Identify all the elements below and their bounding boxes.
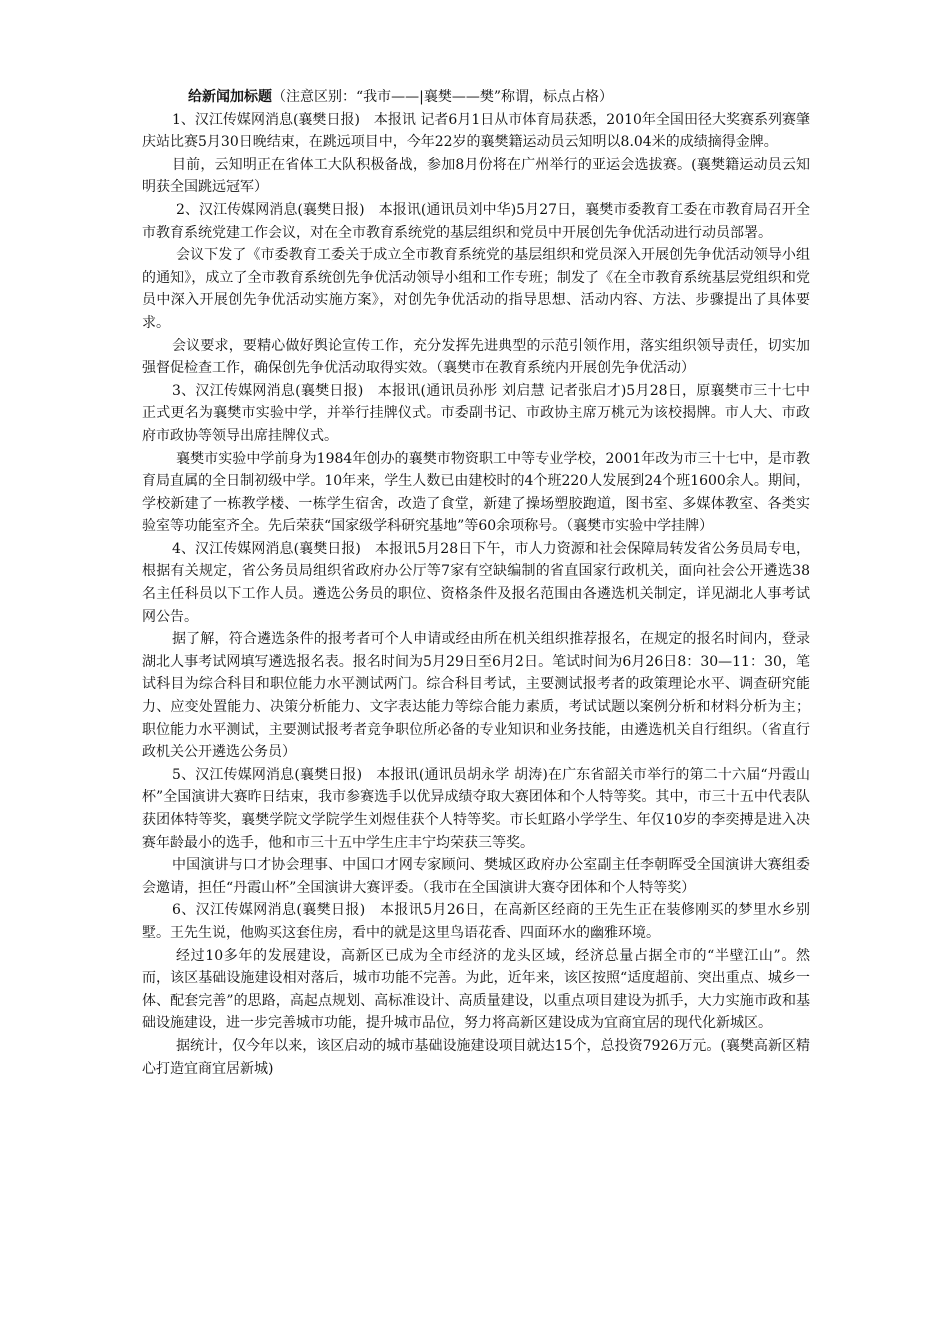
paragraph-news-6: 6、汉江传媒网消息(襄樊日报) 本报讯5月26日，在高新区经商的王先生正在装修刚买的梦里水乡别墅。王先生说，他购买这套住房，看中的就是这里鸟语花香、四面环水的幽雅环境。: [142, 902, 810, 941]
paragraph-news-2-cont-a: 会议下发了《市委教育工委关于成立全市教育系统党的基层组织和党员深入开展创先争优活动领导小组的通知》，成立了全市教育系统创先争优活动领导小组和工作专班；制发了《在全市教育系统基层党组织和党员中深入开展创先争优活动实施方案》，对创先争优活动的指导思想、活动内容、方法、步骤提出了具体要求。: [142, 247, 810, 331]
paragraph-news-4: 4、汉江传媒网消息(襄樊日报) 本报讯5月28日下午，市人力资源和社会保障局转发省公务员局专电，根据有关规定，省公务员局组织省政府办公厅等7家有空缺编制的省直国家行政机关，面向社会公开遴选38名主任科员以下工作人员。遴选公务员的职位、资格条件及报名范围由各遴选机关制定，详见湖北人事考试网公告。: [142, 540, 810, 625]
paragraph-news-3-cont: 襄樊市实验中学前身为1984年创办的襄樊市物资职工中等专业学校，2001年改为市三十七中，是市教育局直属的全日制初级中学。10年来，学生人数已由建校时的4个班220人发展到24个班1600余人。期间，学校新建了一栋教学楼、一栋学生宿舍，改造了食堂，新建了操场塑胶跑道，图书室、多媒体教室、各类实验室等功能室齐全。先后荣获“国家级学科研究基地”等60余项称号。（襄樊市实验中学挂牌）: [142, 450, 810, 535]
paragraph-news-1-cont: 目前，云知明正在省体工大队积极备战，参加8月份将在广州举行的亚运会选拔赛。(襄樊籍运动员云知明获全国跳远冠军）: [142, 156, 810, 196]
document-page: [142, 86, 810, 1080]
paragraph-news-5-cont: 中国演讲与口才协会理事、中国口才网专家顾问、樊城区政府办公室副主任李朝晖受全国演讲大赛组委会邀请，担任“丹霞山杯”全国演讲大赛评委。（我市在全国演讲大赛夺团体和个人特等奖）: [142, 857, 810, 896]
heading-note: （注意区别：“我市——|襄樊——樊”称谓，标点占格）: [272, 89, 614, 105]
paragraph-news-5: 5、汉江传媒网消息(襄樊日报) 本报讯(通讯员胡永学 胡涛)在广东省韶关市举行的第二十六届“丹霞山杯”全国演讲大赛昨日结束，我市参赛选手以优异成绩夺取大赛团体和个人特等奖。其中，市三十五中代表队获团体特等奖，襄樊学院文学院学生刘煜佳获个人特等奖。市长虹路小学学生、年仅10岁的李奕搏是进入决赛年龄最小的选手，他和市三十五中学生庄丰宁均荣获三等奖。: [142, 766, 810, 851]
paragraph-news-1: 1、汉江传媒网消息(襄樊日报) 本报讯 记者6月1日从市体育局获悉，2010年全国田径大奖赛系列赛肇庆站比赛5月30日晚结束，在跳远项目中，今年22岁的襄樊籍运动员云知明以8.04米的成绩摘得金牌。: [142, 111, 810, 151]
paragraph-news-3: 3、汉江传媒网消息(襄樊日报) 本报讯(通讯员孙彤 刘启慧 记者张启才)5月28日，原襄樊市三十七中正式更名为襄樊市实验中学，并举行挂牌仪式。市委副书记、市政协主席万桃元为该校揭牌。市人大、市政府市政协等领导出席挂牌仪式。: [142, 382, 810, 444]
heading-title: 给新闻加标题: [188, 89, 272, 105]
paragraph-news-6-cont-b: 据统计，仅今年以来，该区启动的城市基础设施建设项目就达15个，总投资7926万元。(襄樊高新区精心打造宜商宜居新城): [142, 1037, 810, 1077]
paragraph-news-6-cont-a: 经过10多年的发展建设，高新区已成为全市经济的龙头区域，经济总量占据全市的“半壁江山”。然而，该区基础设施建设相对落后，城市功能不完善。为此，近年来，该区按照“适度超前、突出重点、城乡一体、配套完善”的思路，高起点规划、高标准设计、高质量建设，以重点项目建设为抓手，大力实施市政和基础设施建设，进一步完善城市功能，提升城市品位，努力将高新区建设成为宜商宜居的现代化新城区。: [142, 947, 810, 1032]
exercise-heading: [142, 86, 810, 109]
paragraph-news-2-cont-b: 会议要求，要精心做好舆论宣传工作，充分发挥先进典型的示范引领作用，落实组织领导责任，切实加强督促检查工作，确保创先争优活动取得实效。（襄樊市在教育系统内开展创先争优活动）: [142, 337, 810, 377]
paragraph-news-4-cont: 据了解，符合遴选条件的报考者可个人申请或经由所在机关组织推荐报名，在规定的报名时间内，登录湖北人事考试网填写遴选报名表。报名时间为5月29日至6月2日。笔试时间为6月26日8：30—11：30，笔试科目为综合科目和职位能力水平测试两门。综合科目考试，主要测试报考者的政策理论水平、调查研究能力、应变处置能力、决策分析能力、文字表达能力等综合能力素质，考试试题以案例分析和材料分析为主；职位能力水平测试，主要测试报考者竞争职位所必备的专业知识和业务技能，由遴选机关自行组织。（省直行政机关公开遴选公务员）: [142, 631, 810, 761]
paragraph-news-2: 2、汉江传媒网消息(襄樊日报) 本报讯(通讯员刘中华)5月27日，襄樊市委教育工委在市教育局召开全市教育系统党建工作会议，对在全市教育系统党的基层组织和党员中开展创先争优活动进行动员部署。: [142, 201, 810, 241]
